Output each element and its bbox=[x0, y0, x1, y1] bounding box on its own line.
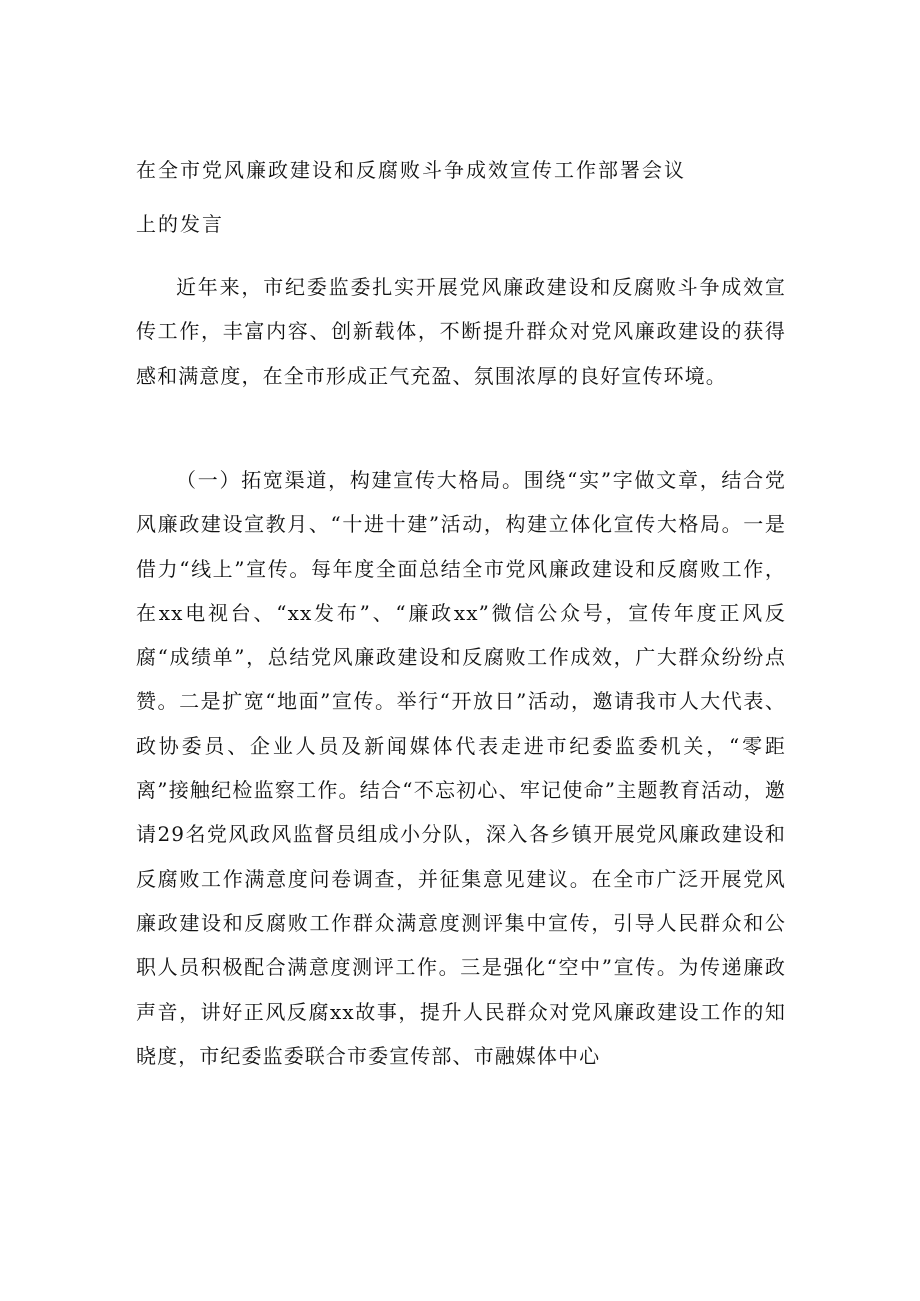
paragraph-section-1: （一）拓宽渠道，构建宣传大格局。围绕“实”字做文章，结合党风廉政建设宣教月、“十进十建”活动，构建立体化宣传大格局。一是借力“线上”宣传。每年度全面总结全市党风廉政建设和反腐败工作，在xx电视台、“xx发布”、“廉政xx”微信公众号，宣传年度正风反腐“成绩单”，总结党风廉政建设和反腐败工作成效，广大群众纷纷点赞。二是扩宽“地面”宣传。举行“开放日”活动，邀请我市人大代表、政协委员、企业人员及新闻媒体代表走进市纪委监委机关，“零距离”接触纪检监察工作。结合“不忘初心、牢记使命”主题教育活动，邀请29名党风政风监督员组成小分队，深入各乡镇开展党风廉政建设和反腐败工作满意度问卷调查，并征集意见建议。在全市广泛开展党风廉政建设和反腐败工作群众满意度测评集中宣传，引导人民群众和公职人员积极配合满意度测评工作。三是强化“空中”宣传。为传递廉政声音，讲好正风反腐xx故事，提升人民群众对党风廉政建设工作的知晓度，市纪委监委联合市委宣传部、市融媒体中心 bbox=[136, 468, 786, 1068]
paragraph-intro: 近年来，市纪委监委扎实开展党风廉政建设和反腐败斗争成效宣传工作，丰富内容、创新载体，不断提升群众对党风廉政建设的获得感和满意度，在全市形成正气充盈、氛围浓厚的良好宣传环境。 bbox=[136, 275, 786, 388]
document-title-line-1: 在全市党风廉政建设和反腐败斗争成效宣传工作部署会议 bbox=[136, 158, 686, 182]
document-title-line-2: 上的发言 bbox=[136, 212, 224, 236]
